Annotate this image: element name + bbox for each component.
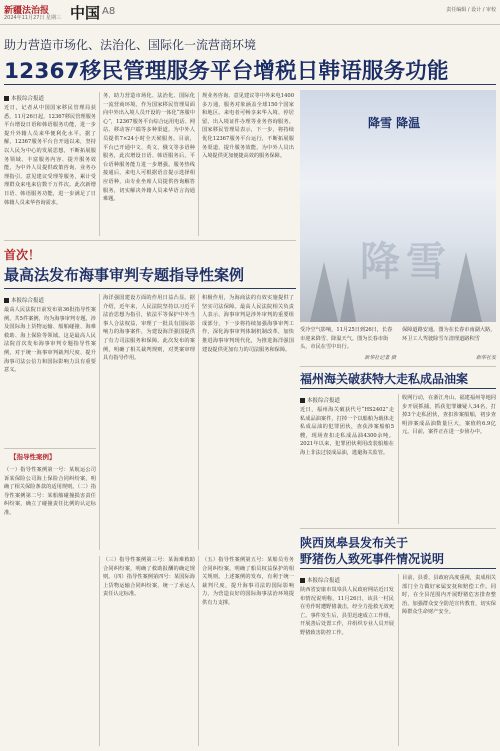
column-divider (99, 92, 100, 236)
article2-headline: 最高法发布海事审判专题指导性案例 (4, 266, 245, 284)
section-title: 中国 (70, 4, 101, 22)
article3-byline-text: 本报综合报道 (307, 398, 341, 404)
box-column-2: （三）指导性案例第三号：某海难救助合同纠纷案，明确了救助报酬的确定规则。（四）指导性案例第四号：某国际海上货物运输合同纠纷案，统一了承运人责任认定标准。 (103, 557, 195, 598)
lead-column-2: 务，助力营造市场化、法治化、国际化一流营商环境。作为国家移民管理局面向中外出入境人员开设的一体化“客服中心”，12367服务平台综合运用电话、网站、移动客户端等多种渠道，为中外人员提供7×24小时全天候服务。目前，平台已开通中文、英文、俄文等多语种服务，此次增设日语、韩语服务后，平台语种服务能力进一步增强。服务热线接通后，来电人可根据语音提示选择相应语种，由专业坐席人员提供咨询解答服务，切实解决外籍人员来华语言沟通难题。 (103, 93, 195, 203)
column-divider (198, 294, 199, 550)
photo-credit-right: 新华社发 (475, 355, 496, 361)
section-divider (4, 240, 296, 241)
square-bullet-icon (4, 298, 9, 303)
page-number: A8 (102, 6, 116, 17)
lead-byline-text: 本报综合报道 (11, 96, 45, 102)
photo-caption-right: 保障道路安通。图为在长春市南湖大路，环卫工人驾驶除雪车清理道路积雪 (402, 327, 496, 342)
lead-byline (4, 94, 44, 102)
lead-column-3: 规业务咨询、意见建议等中外来电1400多万通，服务对象涵盖全球150个国家和地区。来电者可畅享来华入境、停居留、出入境证件办理等业务咨询服务。国家移民管理局表示，下一步，将持续优化12367服务平台运行，不断拓展服务渠道、提升服务效能，为中外人员出入境提供更加便捷高效的服务保障。 (202, 93, 294, 160)
photo-caption-left: 受冷空气影响，11月25日到26日，长春市迎来降雪、降温天气。图为长春市街头，市民在雪中出行。 (300, 327, 393, 351)
square-bullet-icon (300, 398, 305, 403)
snow-photo-top (300, 90, 496, 322)
column-divider (198, 92, 199, 236)
headline-rule (4, 288, 296, 289)
tree-shape (450, 252, 482, 322)
lead-kicker: 助力营造市场化、法治化、国际化一流营商环境 (4, 38, 257, 52)
column-divider (398, 574, 399, 746)
box-column-3: （五）指导性案例第五号：某船员劳务合同纠纷案，明确了船员权益保护的相关规则。上述案例的发布，有利于统一裁判尺度，提升海事司法的国际影响力，为营造良好的国际海事法治环境提供有力支撑。 (202, 557, 294, 606)
lead-headline: 12367移民管理服务平台增税日韩语服务功能 (4, 59, 449, 84)
dateline: 2024年11月27日 星期三 (4, 15, 62, 21)
photo-credit-left: 新华社记者 摄 (364, 355, 396, 361)
column-divider (99, 294, 100, 550)
article3-column-1: 近日，福州海关破获代号“HS2402”走私成品油案件，打掉一个以船舶为载体走私成品油的犯罪团伙，查获涉案船舶5艘，现场查扣走私成品油4300余吨。2021年以来，犯罪团伙利用改装船舶在海上非法过驳成品油，逃避海关监管。 (300, 407, 394, 456)
article4-byline (300, 576, 340, 584)
article4-byline-text: 本报综合报道 (307, 578, 341, 584)
watermark-text: 降雪 (360, 238, 452, 285)
column-divider (198, 556, 199, 746)
headline-rule (300, 568, 496, 569)
article3-column-2: 收网行动，在浙江舟山、福建福州等地同步开展抓捕，抓获犯罪嫌疑人34名，打掉3个走私团伙，查扣涉案船舶，初步查明涉案成品油数量巨大，案值约6.9亿元。目前，案件正在进一步侦办中。 (402, 395, 496, 436)
square-bullet-icon (300, 578, 305, 583)
article2-subhead: 首次！ (4, 248, 41, 262)
section-divider (300, 366, 496, 367)
lead-column-1: 近日，记者从中国国家移民管理局获悉，11月26日起，12367移民管理服务平台增设日语和韩语服务功能，进一步提升外籍人员来华便利化水平。据了解，12367服务平台自开通以来，坚持以人民为中心的发展思想，不断拓展服务领域、丰富服务内容、提升服务效能，为中外人员提供政策咨询、业务办理指引、意见建议受理等服务，累计受理群众来电来信数千万件次。此次新增日语、韩语服务功能，进一步满足了日韩籍人员来华咨询需求。 (4, 105, 96, 206)
article4-headline-line2: 野猪伤人致死事件情况说明 (300, 552, 445, 566)
column-divider (398, 394, 399, 524)
square-bullet-icon (4, 96, 9, 101)
article4-column-1: 陕西省安康市岚皋县人民政府网站近日发布情况说明称，11月26日，该县一村民在劳作时遭野猪袭击，经全力抢救无效死亡。事件发生后，县里迅速成立工作组，开展善后处置工作，并组织专业人员开展野猪致害防控工作。 (300, 587, 394, 636)
headline-rule (300, 388, 496, 389)
tree-shape (310, 262, 338, 322)
tree-shape (340, 277, 356, 322)
box-divider (4, 448, 96, 449)
article2-column-2: 海洋强国建设方面的作用日益凸显。据介绍，近年来，人民法院坚持以习近平法治思想为指引，依法平等保护中外当事人合法权益，审理了一批具有国际影响力的海事案件，为建设海洋强国提供了有力司法服务和保障。此次发布的案例，明确了相关裁判规则，对类案审理具有指导作用。 (103, 295, 195, 362)
article4-column-2: 目前，县委、县政府高度重视，责成相关部门全力做好家属安抚和赔偿工作。同时，在全县范围内开展野猪危害排查整治，加强群众安全防范宣传教育，切实保障群众生命财产安全。 (402, 575, 496, 616)
page-header (0, 0, 500, 25)
editor-info: 责任编辑 / 设计 / 审校 (446, 7, 496, 13)
article4-headline-line1: 陕西岚皋县发布关于 (300, 536, 409, 550)
article2-column-1: 最高人民法院日前发布第36批指导性案例，共5件案例，均为海事审判专题，涉及国际海上货物运输、船舶碰撞、海难救助、海上保险等领域。这是最高人民法院首次发布海事审判专题指导性案例，对于统一海事审判裁判尺度、提升海事司法公信力和国际影响力具有重要意义。 (4, 307, 96, 374)
article2-column-3: 积极作用，为海商法的有效实施提供了坚实司法保障。最高人民法院相关负责人表示，海事审判是涉外审判的重要组成部分，下一步将持续加强海事审判工作，深化海事审判体制机制改革，加快推进海事审判现代化，为推进海洋强国建设提供更加有力的司法服务和保障。 (202, 295, 294, 353)
article3-byline (300, 396, 340, 404)
article3-headline: 福州海关破获特大走私成品油案 (300, 372, 469, 386)
column-divider (99, 556, 100, 746)
masthead: 新疆法治报 (4, 6, 50, 16)
box-title: 【指导性案例】 (10, 453, 56, 461)
section-divider (300, 528, 496, 529)
article2-byline-text: 本报综合报道 (11, 298, 45, 304)
photo-title: 降雪 降温 (368, 116, 421, 130)
box-column-1: （一）指导性案例第一号：某航运公司诉某保险公司海上保险合同纠纷案，明确了相关保险条款的适用规则。（二）指导性案例第二号：某船舶碰撞损害责任纠纷案，确立了碰撞责任比例的认定标准。 (4, 467, 96, 516)
headline-rule (4, 84, 496, 85)
article2-byline (4, 296, 44, 304)
